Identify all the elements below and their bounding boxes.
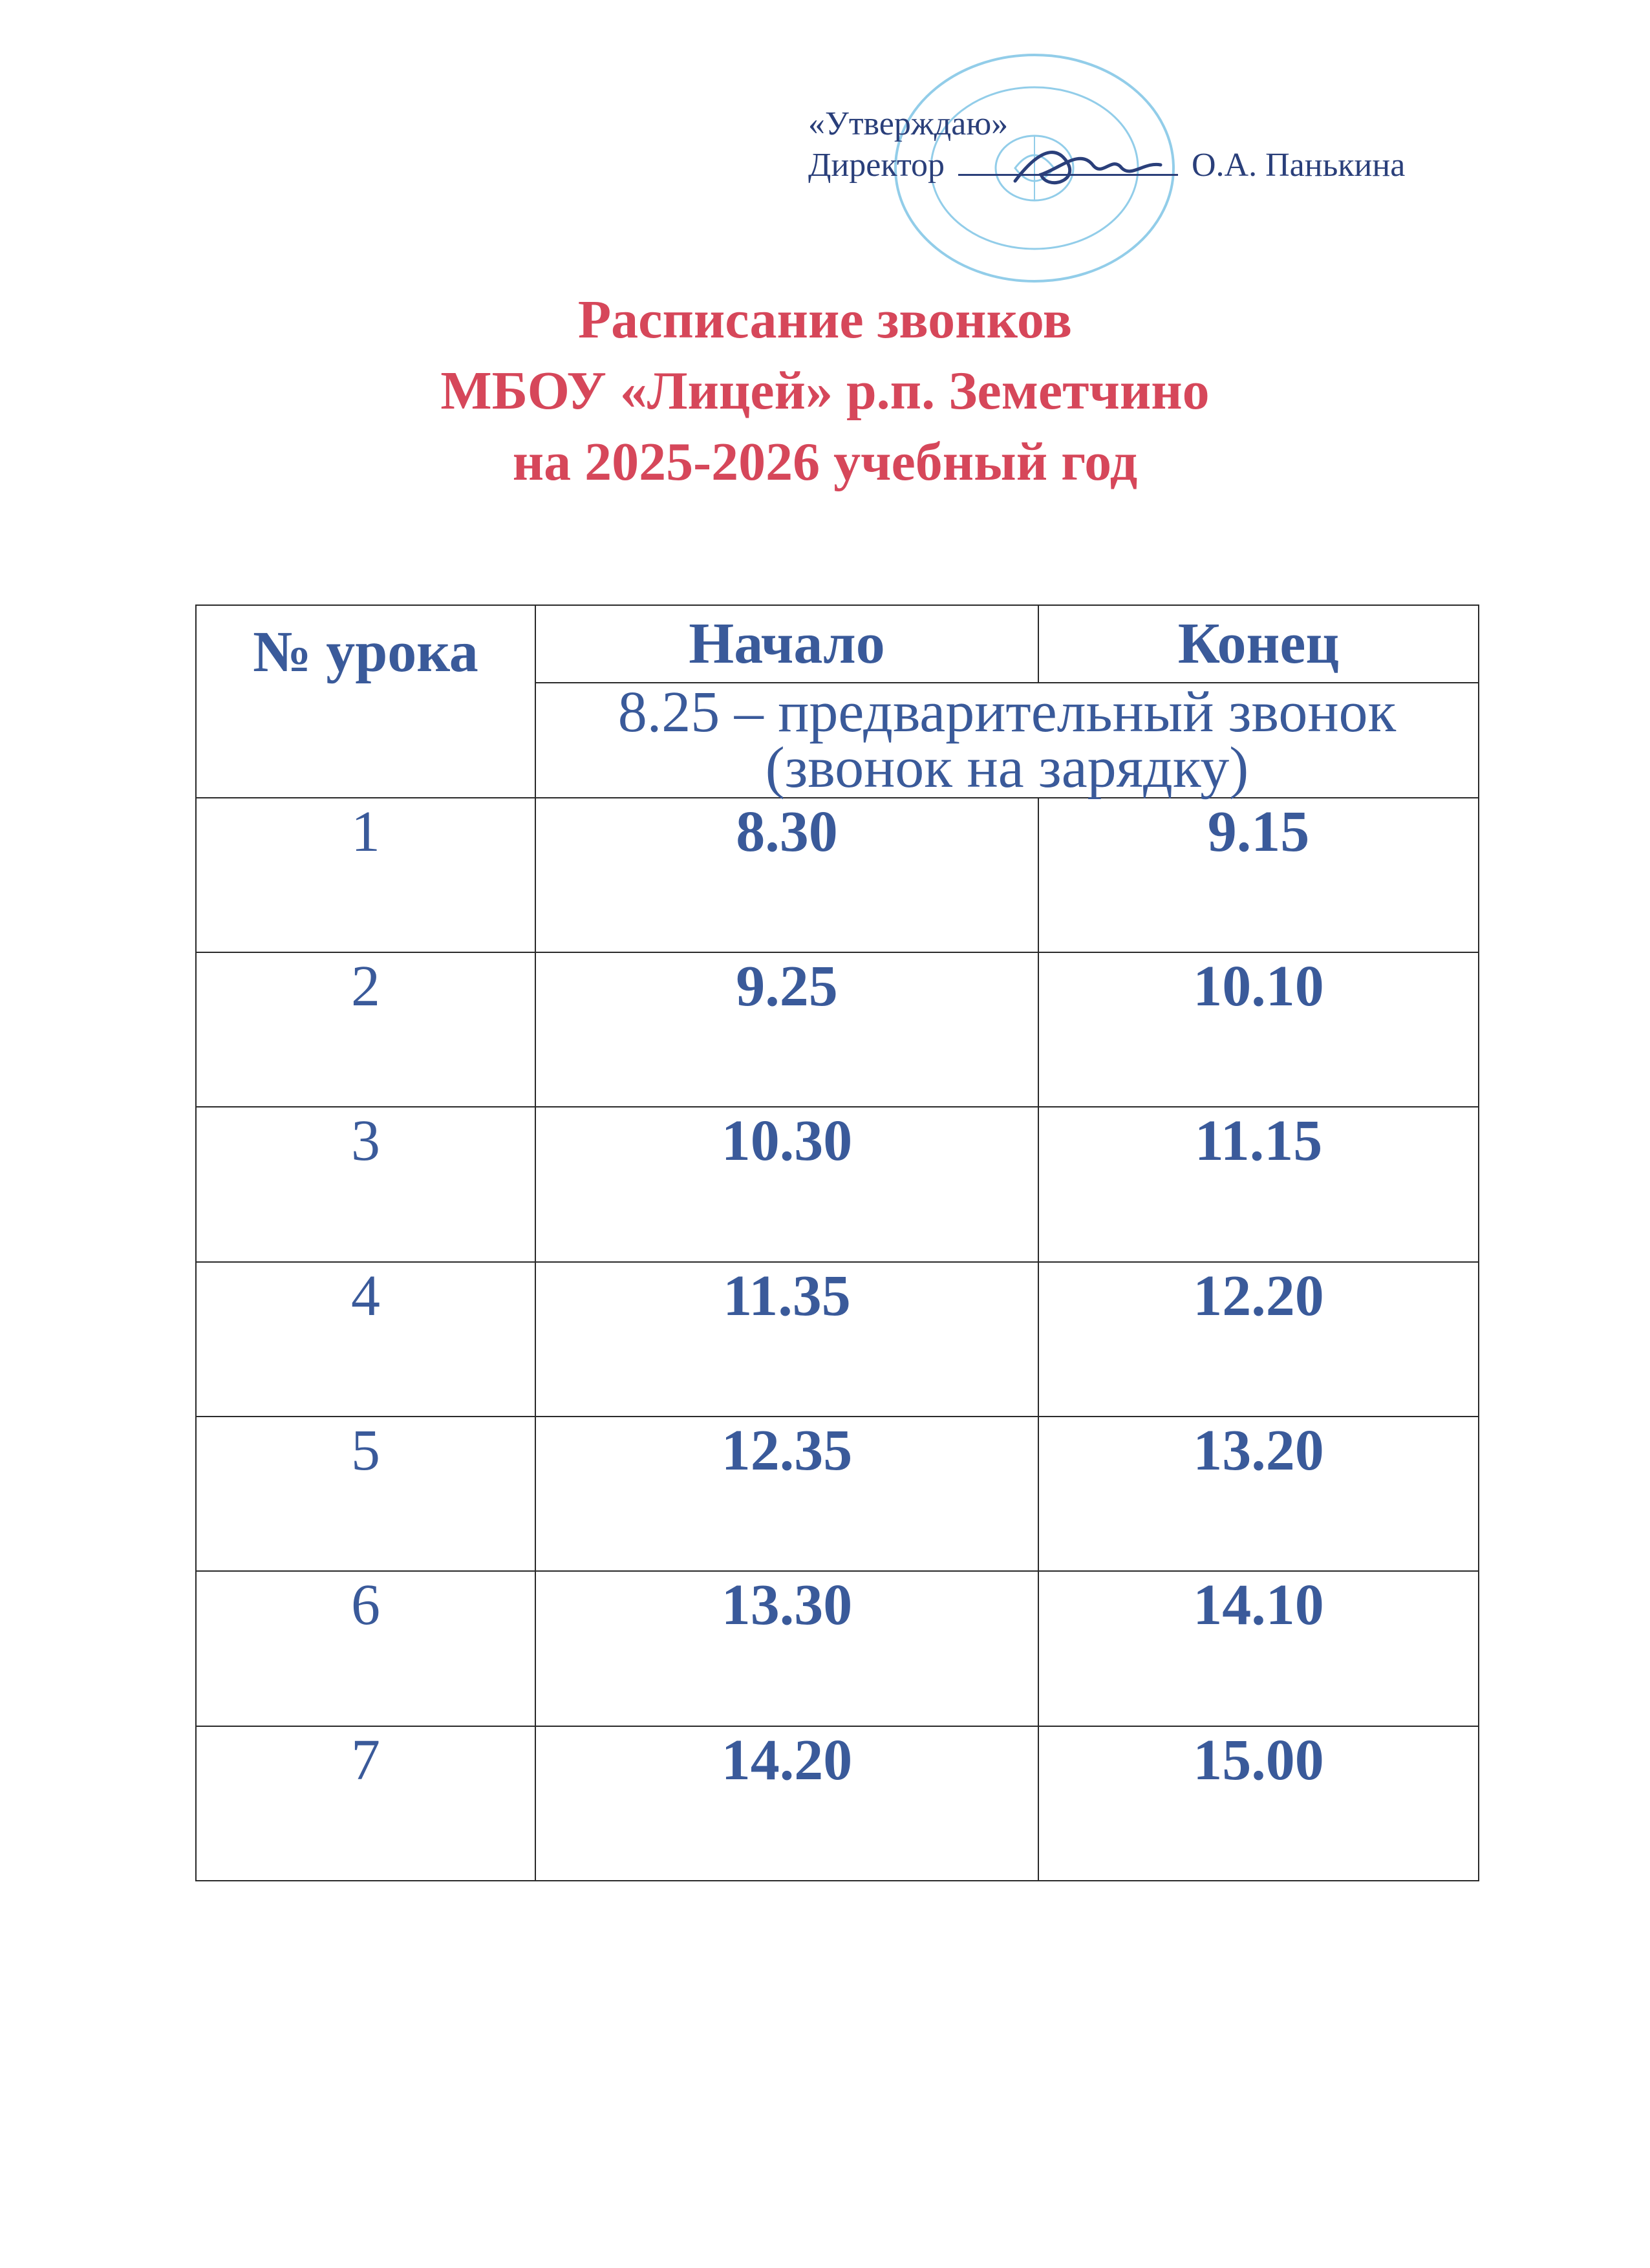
title-line-1: Расписание звонков <box>577 290 1073 350</box>
lesson-number: 6 <box>196 1571 535 1726</box>
lesson-start: 14.20 <box>535 1726 1038 1881</box>
table-row <box>196 1726 1479 1881</box>
lesson-number: 2 <box>196 952 535 1107</box>
approval-label: «Утверждаю» <box>808 105 1009 142</box>
header-lesson-number: № урока <box>196 605 535 798</box>
lesson-end: 14.10 <box>1038 1571 1479 1726</box>
lesson-end: 10.10 <box>1038 952 1479 1107</box>
lesson-start: 13.30 <box>535 1571 1038 1726</box>
table-row <box>196 1107 1479 1261</box>
lesson-end: 13.20 <box>1038 1417 1479 1571</box>
lesson-start: 10.30 <box>535 1107 1038 1261</box>
director-name: О.А. Панькина <box>1192 147 1406 184</box>
bell-schedule-table <box>195 604 1479 1881</box>
table-row <box>196 1262 1479 1417</box>
header-start: Начало <box>535 605 1038 683</box>
table-row <box>196 798 1479 952</box>
title-line-3: на 2025-2026 учебный год <box>512 432 1138 492</box>
title-line-2: МБОУ «Лицей» р.п. Земетчино <box>440 361 1210 421</box>
lesson-start: 12.35 <box>535 1417 1038 1571</box>
handwritten-signature <box>1009 129 1164 200</box>
lesson-number: 4 <box>196 1262 535 1417</box>
lesson-start: 8.30 <box>535 798 1038 952</box>
lesson-start: 9.25 <box>535 952 1038 1107</box>
header-end: Конец <box>1038 605 1479 683</box>
director-role: Директор <box>808 147 945 184</box>
lesson-number: 7 <box>196 1726 535 1881</box>
lesson-number: 1 <box>196 798 535 952</box>
lesson-number: 3 <box>196 1107 535 1261</box>
table-row <box>196 1571 1479 1726</box>
lesson-end: 12.20 <box>1038 1262 1479 1417</box>
table-header-row <box>196 605 1479 683</box>
lesson-start: 11.35 <box>535 1262 1038 1417</box>
lesson-end: 11.15 <box>1038 1107 1479 1261</box>
preliminary-bell-note: 8.25 – предварительный звонок (звонок на зарядку) <box>535 683 1479 798</box>
lesson-end: 9.15 <box>1038 798 1479 952</box>
document-title <box>0 284 1650 498</box>
lesson-end: 15.00 <box>1038 1726 1479 1881</box>
lesson-number: 5 <box>196 1417 535 1571</box>
table-row <box>196 1417 1479 1571</box>
table-row <box>196 952 1479 1107</box>
